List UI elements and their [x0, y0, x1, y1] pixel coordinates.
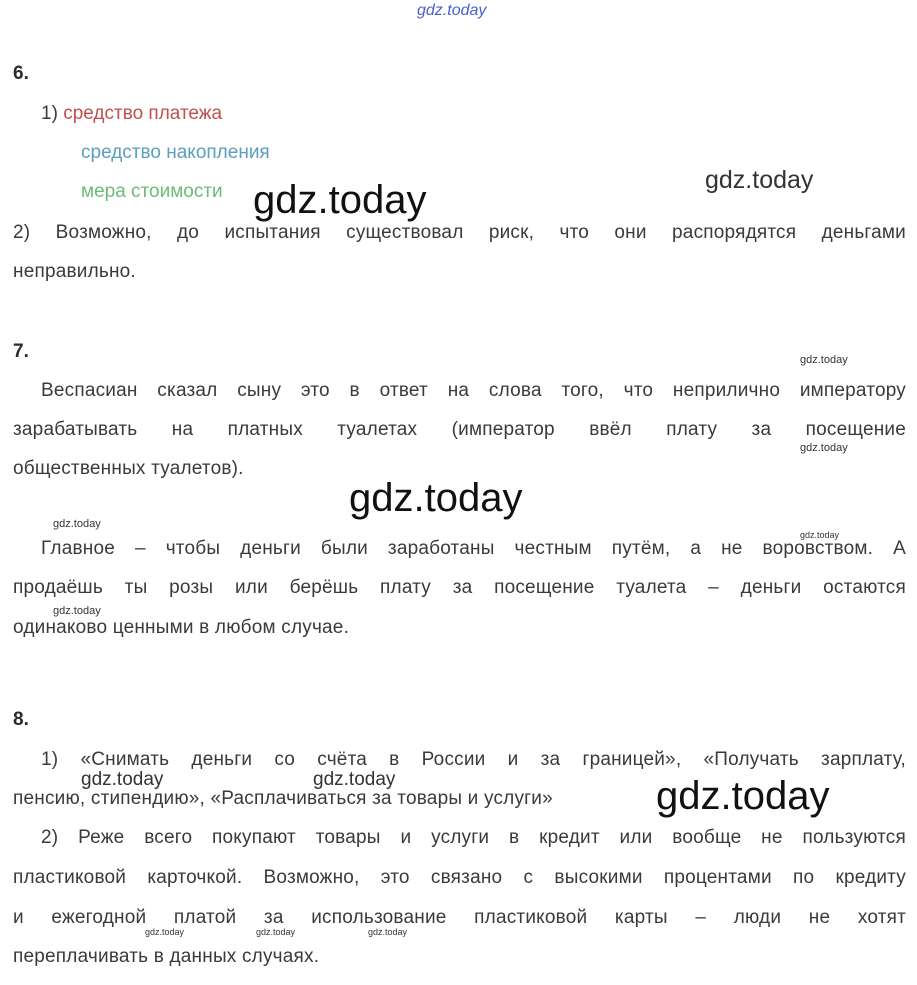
watermark-large: gdz.today: [253, 178, 427, 222]
s6-item2-line2: неправильно.: [13, 261, 136, 282]
s7-p1-line1: Веспасиан сказал сыну это в ответ на слова того, что неприлично императору: [41, 380, 906, 401]
s7-p2-line3: одинаково ценными в любом случае.: [13, 617, 350, 638]
section-6-number: 6.: [13, 63, 29, 84]
s7-p2-line2: продаёшь ты розы или берёшь плату за посещение туалета – деньги остаются: [13, 577, 906, 598]
s8-item1-line1: 1) «Снимать деньги со счёта в России и за границей», «Получать зарплату,: [41, 749, 906, 770]
watermark-small: gdz.today: [256, 927, 296, 937]
watermark-small: gdz.today: [145, 927, 185, 937]
watermark-mid: gdz.today: [705, 166, 814, 194]
watermark-small: gdz.today: [53, 518, 101, 530]
s8-item2-line2: пластиковой карточкой. Возможно, это связано с высокими процентами по кредиту: [13, 867, 906, 888]
s6-item1: [41, 103, 222, 125]
watermark-medium: gdz.today: [81, 769, 164, 790]
watermark-large: gdz.today: [349, 476, 523, 520]
section-7-number: 7.: [13, 341, 29, 362]
s7-p1-line2: зарабатывать на платных туалетах (император ввёл плату за посещение: [13, 419, 906, 440]
s6-item1-prefix: 1): [41, 103, 58, 124]
watermark-small: gdz.today: [800, 442, 848, 454]
s6-item1-b: средство накопления: [81, 142, 270, 163]
s8-item2-line4: переплачивать в данных случаях.: [13, 946, 320, 967]
watermark-large: gdz.today: [656, 774, 830, 818]
s8-item1-line2: пенсию, стипендию», «Расплачиваться за товары и услуги»: [13, 788, 553, 809]
watermark-small: gdz.today: [53, 605, 101, 617]
s7-p1-line3: общественных туалетов).: [13, 458, 244, 479]
section-8-number: 8.: [13, 709, 29, 730]
s8-item2-line3: и ежегодной платой за использование пластиковой карты – люди не хотят: [13, 907, 906, 928]
watermark-top: gdz.today: [417, 2, 487, 19]
watermark-small: gdz.today: [800, 530, 840, 540]
s6-item2-line1: 2) Возможно, до испытания существовал риск, что они распорядятся деньгами: [13, 222, 906, 243]
watermark-medium: gdz.today: [313, 769, 396, 790]
watermark-small: gdz.today: [368, 927, 408, 937]
watermark-small: gdz.today: [800, 354, 848, 366]
s6-item1-c: мера стоимости: [81, 181, 223, 202]
s8-item2-line1: 2) Реже всего покупают товары и услуги в кредит или вообще не пользуются: [41, 827, 906, 848]
s6-item1-a: средство платежа: [63, 103, 223, 124]
s7-p2-line1: Главное – чтобы деньги были заработаны честным путём, а не воровством. А: [41, 538, 906, 559]
